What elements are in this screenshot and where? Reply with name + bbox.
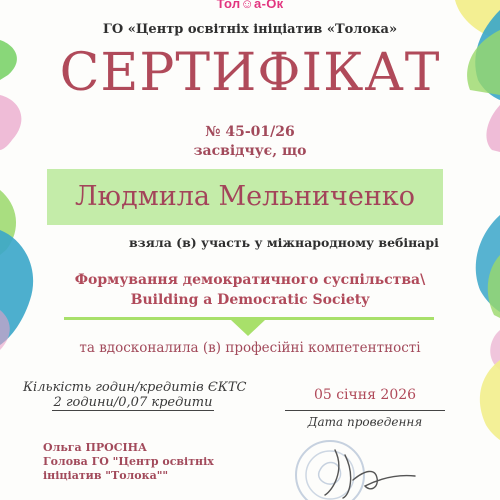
divider-chevron xyxy=(231,320,265,336)
brush-stroke-yellow-right-bottom xyxy=(480,360,500,440)
signatory-role-line1: Голова ГО "Центр освітніх xyxy=(43,455,214,468)
webinar-title-ukrainian: Формування демократичного суспільства\ xyxy=(74,272,426,288)
hours-underline xyxy=(52,410,214,411)
hours-label: Кількість годин/кредитів ЄКТС xyxy=(23,380,247,395)
organization-name: ГО «Центр освітніх ініціатив «Толока» xyxy=(102,22,398,37)
event-date-label: Дата проведення xyxy=(307,415,423,429)
recipient-name: Людмила Мельниченко xyxy=(75,181,415,212)
webinar-title-english: Building a Democratic Society xyxy=(130,292,370,308)
signature-icon xyxy=(315,440,425,500)
signatory-name: Ольга ПРОСІНА xyxy=(43,441,147,454)
event-date: 05 січня 2026 xyxy=(313,387,417,403)
certificate-number: № 45-01/26 xyxy=(205,124,295,140)
certifies-text: засвідчує, що xyxy=(193,143,307,159)
improvement-text: та вдосконалила (в) професійні компетентності xyxy=(79,340,421,356)
hours-value: 2 години/0,07 кредити xyxy=(53,395,213,410)
organization-logo: Тол☺а-Ок xyxy=(216,0,284,11)
signatory-role-line2: ініціатив "Толока"" xyxy=(43,469,169,482)
brush-stroke-pink-left xyxy=(0,95,21,150)
date-underline xyxy=(285,410,445,411)
certificate-title: СЕРТИФІКАТ xyxy=(59,43,441,103)
participation-text: взяла (в) участь у міжнародному вебінарі xyxy=(129,235,439,250)
